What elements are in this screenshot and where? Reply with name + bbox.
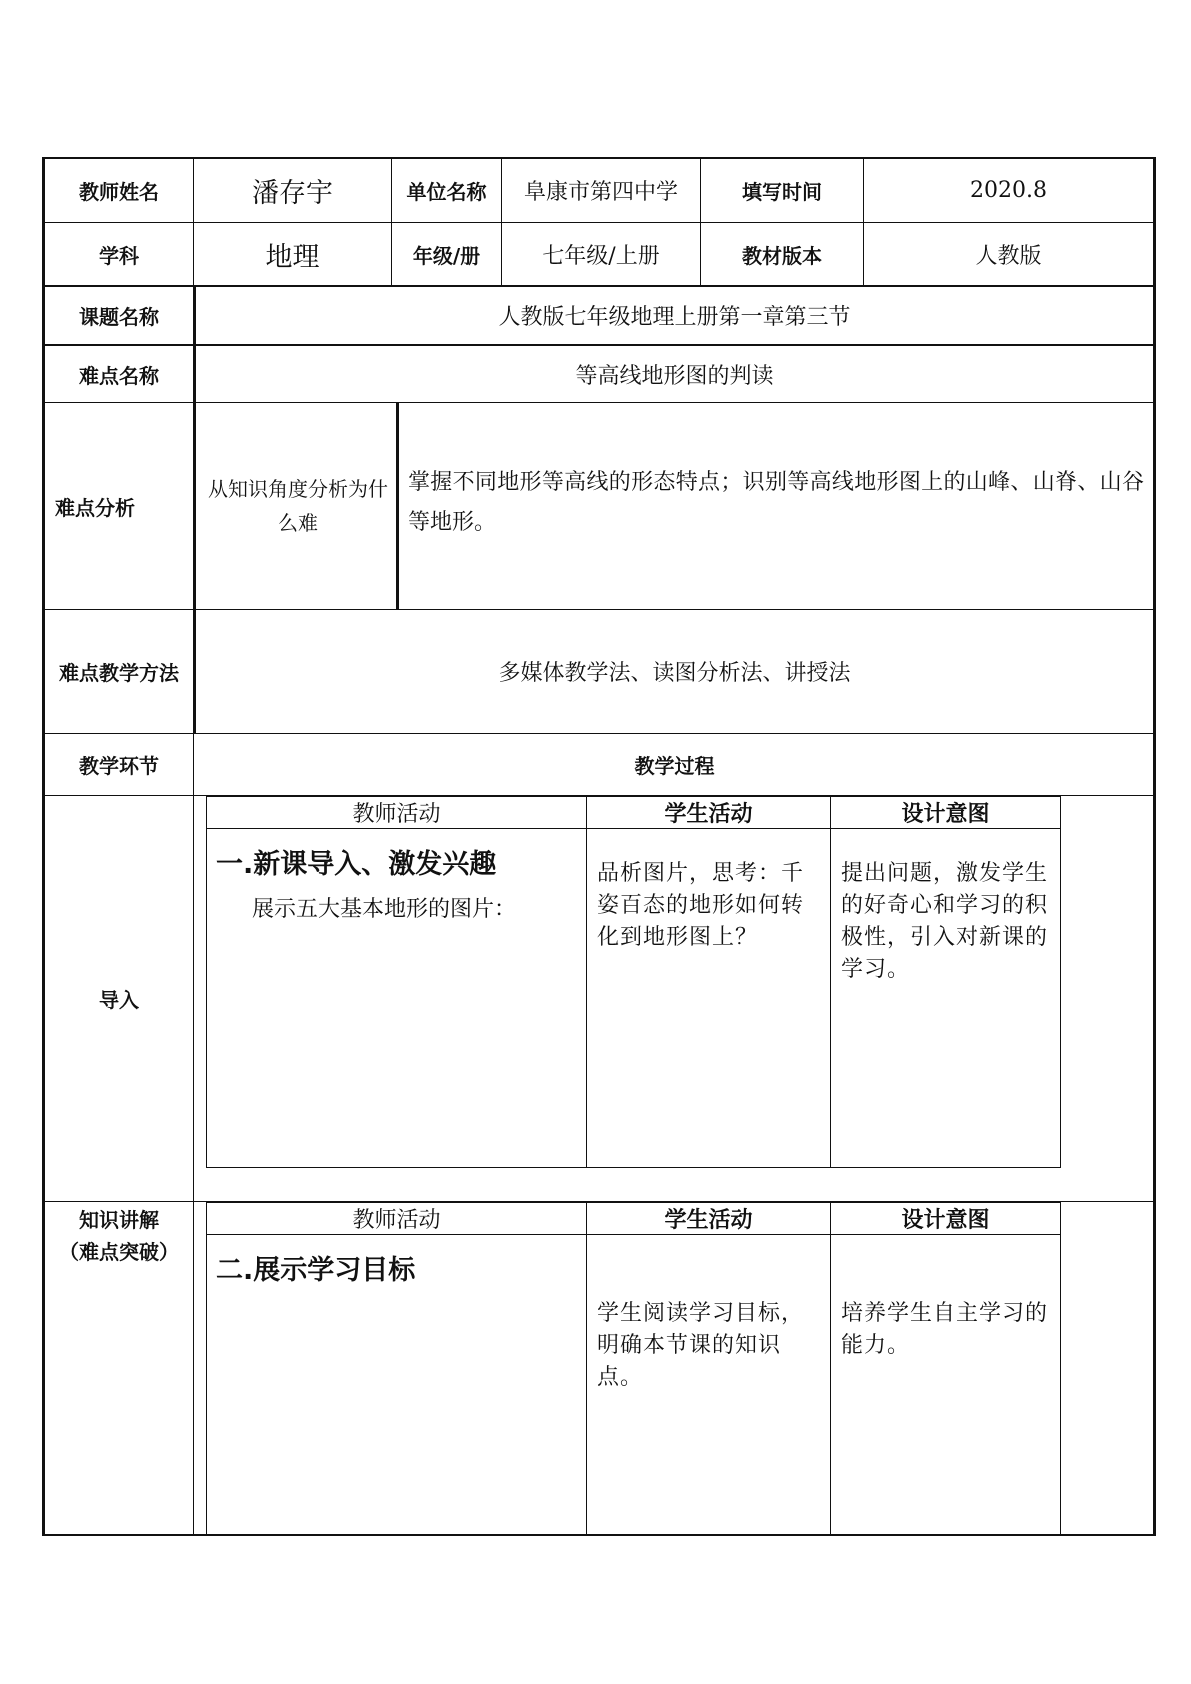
fill-time-label: 填写时间 bbox=[742, 179, 822, 204]
intro-section-title: 一.新课导入、激发兴趣 bbox=[216, 849, 497, 880]
analysis-content: 掌握不同地形等高线的形态特点；识别等高线地形图上的山峰、山脊、山谷等地形。 bbox=[408, 470, 1144, 535]
table-bottom-border bbox=[43, 1534, 1155, 1536]
knowledge-inner-div2 bbox=[830, 1202, 831, 1534]
knowledge-label-line2: （难点突破） bbox=[59, 1240, 179, 1264]
method-value: 多媒体教学法、读图分析法、讲授法 bbox=[498, 661, 851, 686]
intro-teacher-text: 展示五大基本地形的图片： bbox=[252, 897, 517, 922]
subject-label: 学科 bbox=[99, 243, 139, 268]
knowledge-label-line1: 知识讲解 bbox=[79, 1208, 159, 1232]
edition-value: 人教版 bbox=[975, 243, 1042, 269]
intro-label: 导入 bbox=[99, 988, 139, 1012]
intro-design-text: 提出问题，激发学生的好奇心和学习的积极性，引入对新课的学习。 bbox=[841, 861, 1049, 982]
unit-name-value: 阜康市第四中学 bbox=[523, 179, 678, 205]
grade-value: 七年级/上册 bbox=[542, 243, 660, 269]
knowledge-inner-div1 bbox=[586, 1202, 587, 1534]
intro-teacher-header: 教师活动 bbox=[352, 802, 441, 827]
knowledge-inner-right bbox=[1060, 1202, 1061, 1534]
intro-inner-right bbox=[1060, 796, 1061, 1168]
intro-inner-div1 bbox=[586, 796, 587, 1168]
table-right-border bbox=[1153, 157, 1156, 1536]
knowledge-section-title: 二.展示学习目标 bbox=[216, 1255, 416, 1286]
intro-inner-left bbox=[206, 796, 207, 1168]
analysis-divider bbox=[396, 402, 399, 609]
grade-label: 年级/册 bbox=[412, 243, 481, 268]
difficulty-label: 难点名称 bbox=[79, 363, 159, 388]
intro-student-header: 学生活动 bbox=[664, 802, 753, 827]
knowledge-teacher-header: 教师活动 bbox=[352, 1208, 441, 1233]
intro-design-header: 设计意图 bbox=[901, 802, 990, 827]
method-label: 难点教学方法 bbox=[59, 661, 179, 685]
edition-label: 教材版本 bbox=[742, 243, 822, 268]
teacher-name-label: 教师姓名 bbox=[79, 179, 159, 204]
subject-value: 地理 bbox=[265, 241, 320, 273]
fill-time-value: 2020.8 bbox=[970, 177, 1047, 203]
topic-label: 课题名称 bbox=[79, 305, 159, 329]
topic-value: 人教版七年级地理上册第一章第三节 bbox=[498, 305, 851, 330]
knowledge-inner-left bbox=[206, 1202, 207, 1534]
knowledge-inner-header-divider bbox=[206, 1234, 1060, 1235]
intro-student-text: 品析图片，思考：千姿百态的地形如何转化到地形图上？ bbox=[597, 861, 805, 950]
knowledge-student-text: 学生阅读学习目标，明确本节课的知识点。 bbox=[597, 1301, 805, 1390]
teacher-name-value: 潘存宇 bbox=[252, 177, 333, 209]
analysis-label: 难点分析 bbox=[55, 495, 135, 520]
knowledge-design-text: 培养学生自主学习的能力。 bbox=[841, 1301, 1049, 1358]
label-column-divider-lower bbox=[193, 733, 194, 1534]
intro-inner-bottom bbox=[206, 1167, 1060, 1168]
knowledge-label bbox=[45, 1204, 193, 1268]
difficulty-value: 等高线地形图的判读 bbox=[575, 363, 774, 389]
knowledge-design-header: 设计意图 bbox=[901, 1208, 990, 1233]
knowledge-student-header: 学生活动 bbox=[664, 1208, 753, 1233]
analysis-sub-label bbox=[208, 403, 388, 609]
intro-inner-header-divider bbox=[206, 828, 1060, 829]
unit-name-label: 单位名称 bbox=[406, 179, 487, 204]
analysis-sub-label-text: 从知识角度分析为什么难 bbox=[208, 477, 388, 535]
process-stage-label: 教学环节 bbox=[79, 754, 159, 778]
intro-inner-div2 bbox=[830, 796, 831, 1168]
process-label: 教学过程 bbox=[634, 754, 715, 778]
